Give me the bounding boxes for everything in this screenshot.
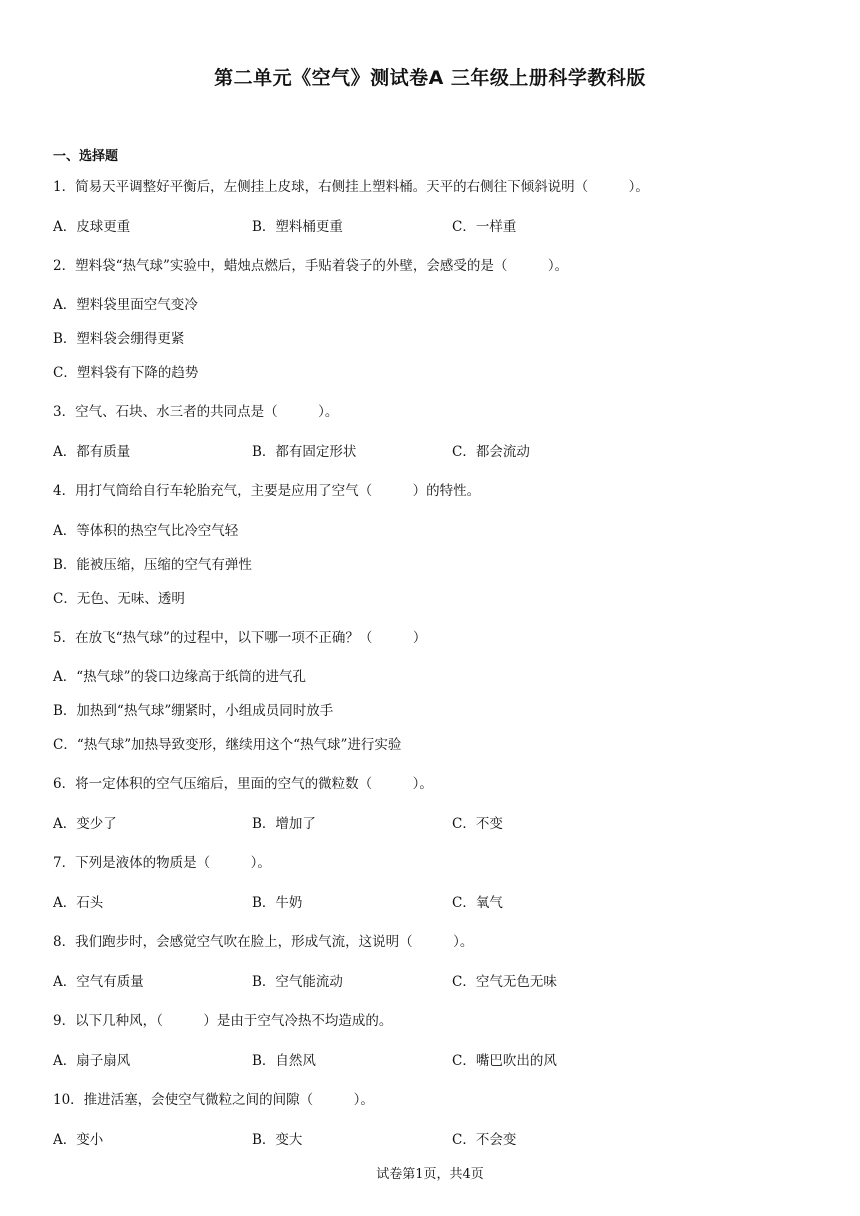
option-a: A．“热气球”的袋口边缘高于纸筒的进气孔 xyxy=(53,669,307,685)
question-5: 5．在放飞“热气球”的过程中，以下哪一项不正确？（ ） xyxy=(53,630,427,646)
question-6: 6．将一定体积的空气压缩后，里面的空气的微粒数（ ）。 xyxy=(53,776,433,792)
question-10: 10．推进活塞，会使空气微粒之间的间隙（ ）。 xyxy=(53,1092,374,1108)
option-b: B．增加了 xyxy=(252,816,316,832)
question-2: 2．塑料袋“热气球”实验中，蜡烛点燃后，手贴着袋子的外壁，会感受的是（ ）。 xyxy=(53,258,569,274)
option-a: A．都有质量 xyxy=(53,444,131,460)
option-a: A．空气有质量 xyxy=(53,974,144,990)
option-a: A．塑料袋里面空气变冷 xyxy=(53,297,198,313)
option-c: C．一样重 xyxy=(452,219,517,235)
question-8: 8．我们跑步时，会感觉空气吹在脸上，形成气流，这说明（ ）。 xyxy=(53,934,474,950)
option-b: B．牛奶 xyxy=(252,895,303,911)
question-9: 9．以下几种风，（ ）是由于空气冷热不均造成的。 xyxy=(53,1013,393,1029)
option-a: A．石头 xyxy=(53,895,104,911)
option-b: B．空气能流动 xyxy=(252,974,343,990)
option-c: C．不变 xyxy=(452,816,503,832)
question-3: 3．空气、石块、水三者的共同点是（ ）。 xyxy=(53,404,339,420)
option-b: B．自然风 xyxy=(252,1053,316,1069)
option-a: A．扇子扇风 xyxy=(53,1053,131,1069)
question-4: 4．用打气筒给自行车轮胎充气，主要是应用了空气（ ）的特性。 xyxy=(53,483,481,499)
option-b: B．加热到“热气球”绷紧时，小组成员同时放手 xyxy=(53,703,334,719)
option-c: C．空气无色无味 xyxy=(452,974,557,990)
question-1: 1．简易天平调整好平衡后，左侧挂上皮球，右侧挂上塑料桶。天平的右侧往下倾斜说明（ ）。 xyxy=(53,179,649,195)
option-a: A．皮球更重 xyxy=(53,219,131,235)
section-heading: 一、选择题 xyxy=(53,149,119,164)
page-footer: 试卷第1页，共4页 xyxy=(376,1167,484,1182)
option-c: C．不会变 xyxy=(452,1132,517,1148)
question-7: 7．下列是液体的物质是（ ）。 xyxy=(53,855,271,871)
option-c: C．塑料袋有下降的趋势 xyxy=(53,365,199,381)
option-a: A．变少了 xyxy=(53,816,117,832)
option-c: C．无色、无味、透明 xyxy=(53,591,185,607)
option-c: C．嘴巴吹出的风 xyxy=(452,1053,557,1069)
option-a: A．变小 xyxy=(53,1132,104,1148)
option-b: B．都有固定形状 xyxy=(252,444,357,460)
page-title: 第二单元《空气》测试卷A 三年级上册科学教科版 xyxy=(214,67,646,89)
option-c: C．“热气球”加热导致变形，继续用这个“热气球”进行实验 xyxy=(53,737,402,753)
option-a: A．等体积的热空气比冷空气轻 xyxy=(53,523,239,539)
option-b: B．能被压缩，压缩的空气有弹性 xyxy=(53,557,252,573)
option-c: C．氧气 xyxy=(452,895,503,911)
option-b: B．塑料袋会绷得更紧 xyxy=(53,331,185,347)
option-b: B．变大 xyxy=(252,1132,303,1148)
option-b: B．塑料桶更重 xyxy=(252,219,343,235)
option-c: C．都会流动 xyxy=(452,444,530,460)
